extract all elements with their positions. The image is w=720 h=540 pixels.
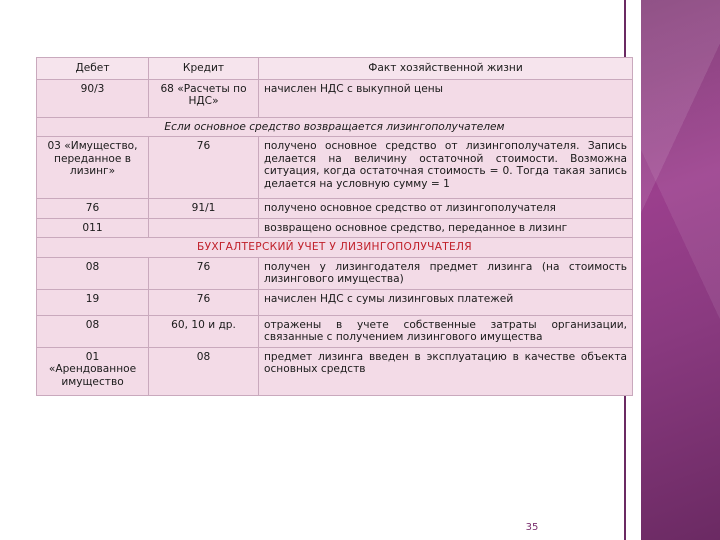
table-row <box>37 137 633 199</box>
cell-debit: 08 <box>37 257 149 289</box>
page-number: 35 <box>525 522 539 533</box>
cell-credit <box>149 218 259 238</box>
table-row <box>37 199 633 219</box>
cell-fact: получен у лизингодателя предмет лизинга (на стоимость лизингового имущества) <box>259 257 633 289</box>
cell-debit: 08 <box>37 315 149 347</box>
accounting-entries-table <box>36 57 633 396</box>
cell-credit: 60, 10 и др. <box>149 315 259 347</box>
cell-debit: 76 <box>37 199 149 219</box>
cell-fact: предмет лизинга введен в эксплуатацию в качестве объекта основных средств <box>259 347 633 395</box>
header-debit: Дебет <box>37 58 149 80</box>
table-row <box>37 289 633 315</box>
cell-debit: 19 <box>37 289 149 315</box>
cell-debit: 01 «Арендованное имущество <box>37 347 149 395</box>
cell-fact: начислен НДС с выкупной цены <box>259 79 633 117</box>
cell-credit: 91/1 <box>149 199 259 219</box>
header-fact: Факт хозяйственной жизни <box>259 58 633 80</box>
cell-debit: 90/3 <box>37 79 149 117</box>
italic-note-row <box>37 117 633 137</box>
cell-debit: 03 «Имущество, переданное в лизинг» <box>37 137 149 199</box>
cell-debit: 011 <box>37 218 149 238</box>
section-title: БУХГАЛТЕРСКИЙ УЧЕТ У ЛИЗИНГОПОЛУЧАТЕЛЯ <box>37 238 633 258</box>
table-row <box>37 315 633 347</box>
cell-fact: получено основное средство от лизингополучателя. Запись делается на величину остаточной стоимости. Возможна ситуация, когда остаточная стоимость = 0. Тогда такая запись делается на условную сумму = 1 <box>259 137 633 199</box>
cell-credit: 76 <box>149 137 259 199</box>
section-title-row <box>37 238 633 258</box>
cell-fact: отражены в учете собственные затраты организации, связанные с получением лизингового имущества <box>259 315 633 347</box>
cell-fact: начислен НДС с сумы лизинговых платежей <box>259 289 633 315</box>
italic-note: Если основное средство возвращается лизингополучателем <box>37 117 633 137</box>
table-row <box>37 257 633 289</box>
decorative-side-band <box>641 0 720 540</box>
cell-fact: получено основное средство от лизингополучателя <box>259 199 633 219</box>
table-row <box>37 218 633 238</box>
cell-credit: 76 <box>149 289 259 315</box>
table-row <box>37 347 633 395</box>
cell-credit: 08 <box>149 347 259 395</box>
table-header-row <box>37 58 633 80</box>
cell-fact: возвращено основное средство, переданное в лизинг <box>259 218 633 238</box>
cell-credit: 76 <box>149 257 259 289</box>
header-credit: Кредит <box>149 58 259 80</box>
table-row <box>37 79 633 117</box>
cell-credit: 68 «Расчеты по НДС» <box>149 79 259 117</box>
